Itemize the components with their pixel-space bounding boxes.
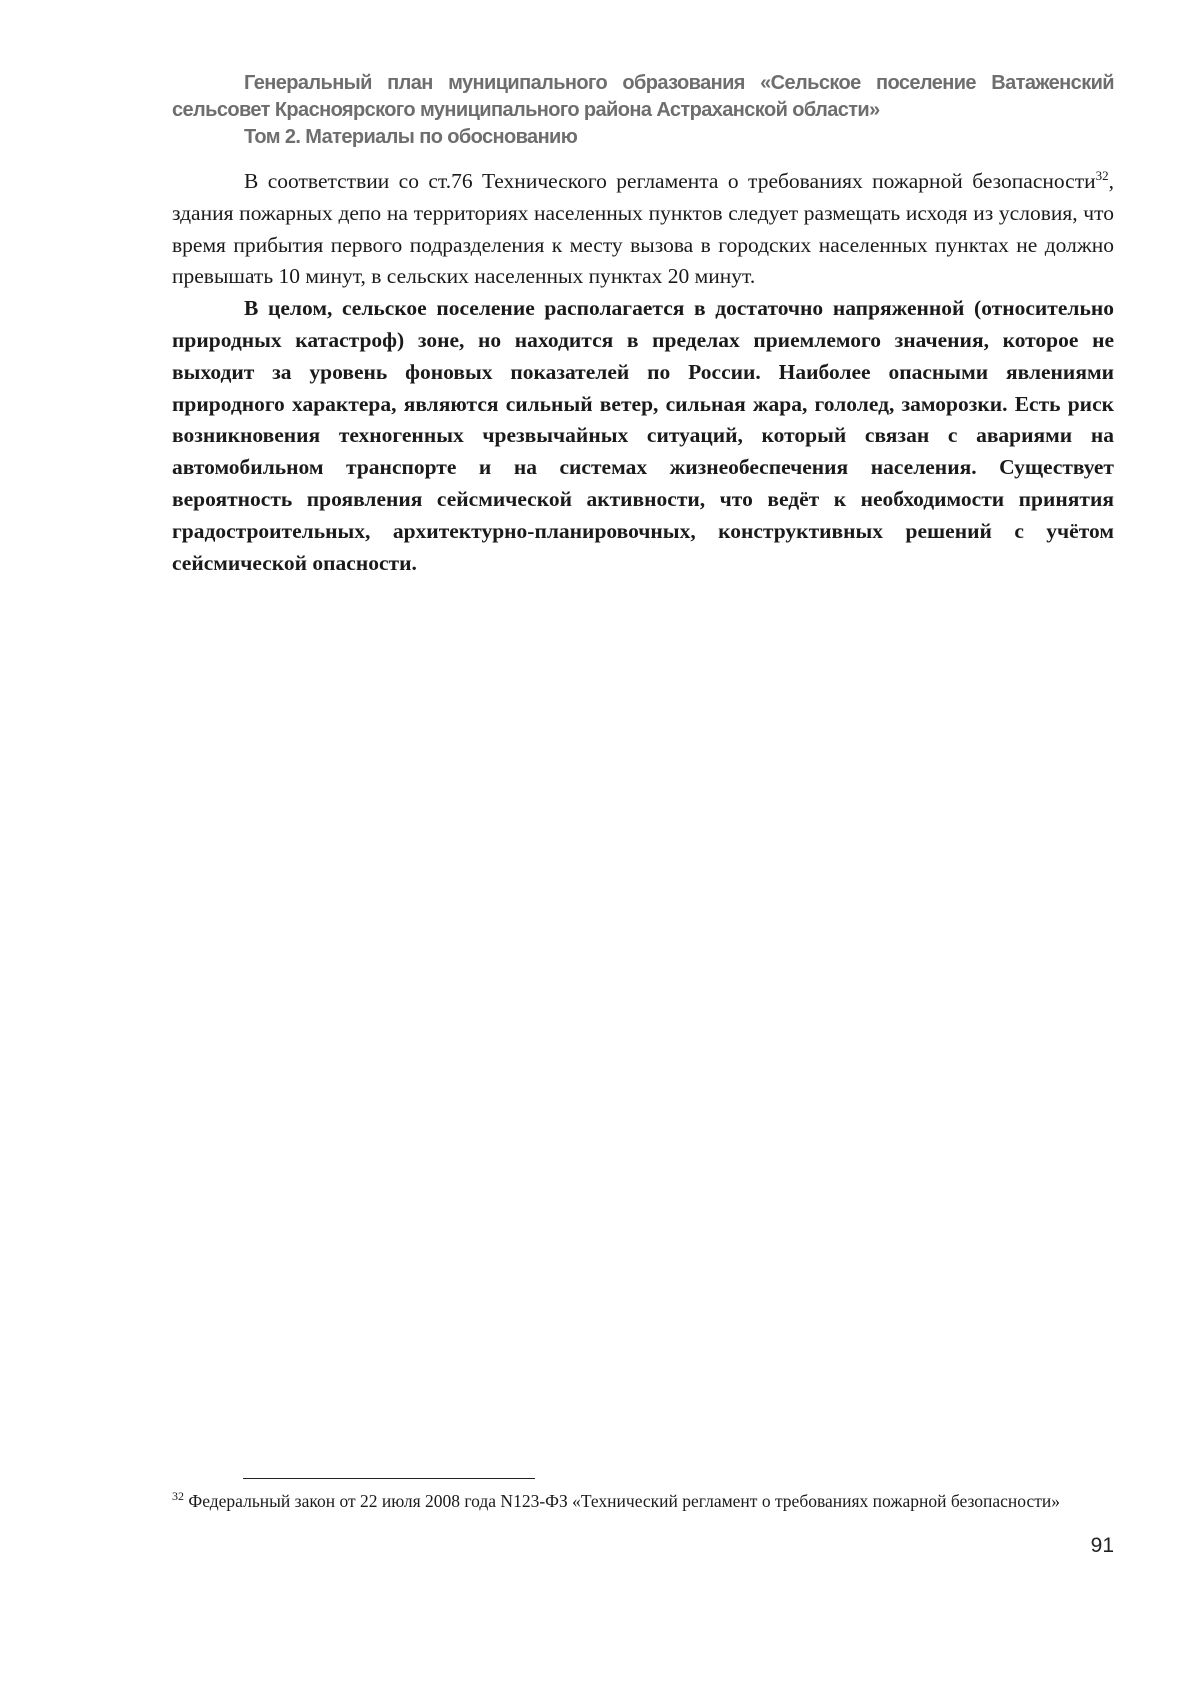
footnote-number: 32	[172, 1489, 184, 1504]
footnote	[172, 1489, 1114, 1513]
paragraph-1-text-end: , здания пожарных депо на территориях населенных пунктов следует размещать исходя из условия, что время прибытия первого подразделения к месту вызова в городских населенных пунктах не должно превышать 10 минут, в сельских населенных пунктах 20 минут.	[172, 169, 1114, 289]
body-text	[172, 166, 1114, 579]
header-volume: Том 2. Материалы по обоснованию	[244, 126, 578, 148]
paragraph-1-text-start: В соответствии со ст.76 Технического регламента о требованиях пожарной безопасности	[244, 169, 1096, 193]
page-number: 91	[1090, 1534, 1114, 1557]
paragraph-fire-safety	[172, 166, 1114, 293]
paragraph-risk-summary: В целом, сельское поселение располагается в достаточно напряженной (относительно природных катастроф) зоне, но находится в пределах приемлемого значения, которое не выходит за уровень фоновых показателей по России. Наиболее опасными явлениями природного характера, являются сильный ветер, сильная жара, гололед, заморозки. Есть риск возникновения техногенных чрезвычайных ситуаций, который связан с авариями на автомобильном транспорте и на системах жизнеобеспечения населения. Существует вероятность проявления сейсмической активности, что ведёт к необходимости принятия градостроительных, архитектурно-планировочных, конструктивных решений с учётом сейсмической опасности.	[172, 296, 1114, 575]
footnote-reference: 32	[1095, 167, 1109, 183]
header-title: Генеральный план муниципального образования «Сельское поселение Ватаженский сельсовет Красноярского муниципального района Астраханской области»	[172, 72, 1114, 121]
running-header	[172, 70, 1114, 151]
footnote-text: Федеральный закон от 22 июля 2008 года N123-ФЗ «Технический регламент о требованиях пожарной безопасности»	[184, 1491, 1061, 1511]
footnote-separator	[243, 1478, 535, 1479]
